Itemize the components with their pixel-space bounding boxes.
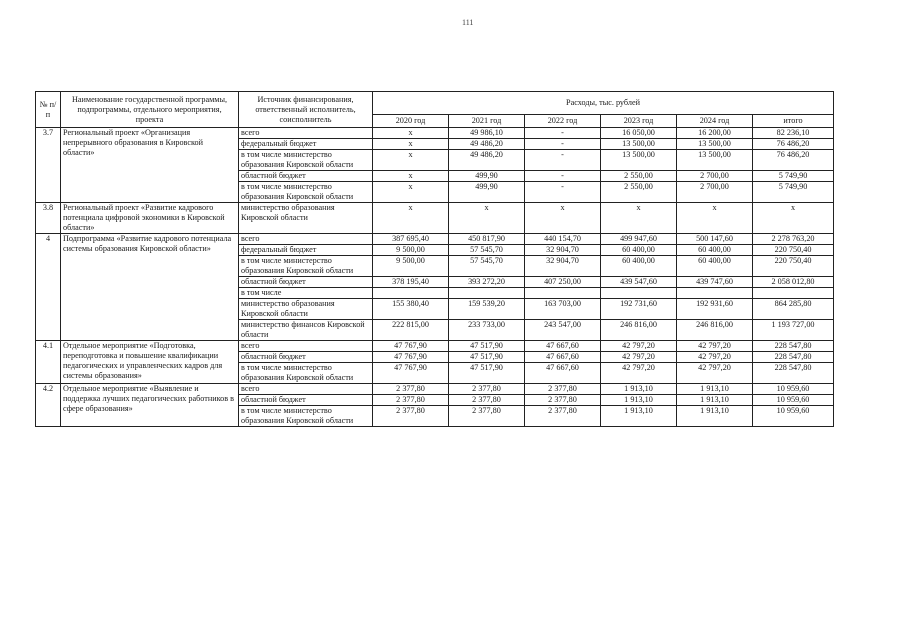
funding-source: областной бюджет: [239, 277, 373, 288]
year-value: 2 377,80: [449, 384, 525, 395]
year-value: 2 377,80: [373, 406, 449, 427]
funding-source: областной бюджет: [239, 352, 373, 363]
year-value: 16 200,00: [677, 128, 753, 139]
year-value: 49 486,20: [449, 150, 525, 171]
program-name: Подпрограмма «Развитие кадрового потенциала системы образования Кировской области»: [61, 234, 239, 341]
year-value: х: [373, 150, 449, 171]
table-row: [36, 128, 834, 139]
header-year: 2021 год: [449, 115, 525, 128]
year-value: 2 377,80: [449, 406, 525, 427]
year-value: 393 272,20: [449, 277, 525, 288]
row-number: 4.2: [36, 384, 61, 427]
year-value: 192 931,60: [677, 299, 753, 320]
year-value: 233 733,00: [449, 320, 525, 341]
year-value: 1 913,10: [677, 406, 753, 427]
year-value: 1 913,10: [601, 384, 677, 395]
year-value: 13 500,00: [677, 139, 753, 150]
year-value: х: [373, 182, 449, 203]
year-value: 2 700,00: [677, 171, 753, 182]
year-value: 2 377,80: [373, 384, 449, 395]
year-value: 450 817,90: [449, 234, 525, 245]
year-value: 60 400,00: [601, 256, 677, 277]
year-value: 47 517,90: [449, 341, 525, 352]
row-number: 4: [36, 234, 61, 341]
year-value: 2 700,00: [677, 182, 753, 203]
header-year: 2024 год: [677, 115, 753, 128]
year-value: 1 913,10: [601, 406, 677, 427]
total-value: 864 285,80: [753, 299, 834, 320]
total-value: 10 959,60: [753, 384, 834, 395]
year-value: [525, 288, 601, 299]
year-value: -: [525, 182, 601, 203]
total-value: 76 486,20: [753, 139, 834, 150]
year-value: х: [677, 203, 753, 234]
year-value: -: [525, 171, 601, 182]
year-value: 13 500,00: [601, 139, 677, 150]
year-value: 42 797,20: [601, 363, 677, 384]
year-value: 439 747,60: [677, 277, 753, 288]
funding-source: министерство образования Кировской области: [239, 299, 373, 320]
funding-source: в том числе министерство образования Кировской области: [239, 182, 373, 203]
year-value: 440 154,70: [525, 234, 601, 245]
year-value: х: [601, 203, 677, 234]
year-value: 2 550,00: [601, 171, 677, 182]
funding-source: в том числе министерство образования Кировской области: [239, 256, 373, 277]
funding-source: областной бюджет: [239, 171, 373, 182]
year-value: 2 377,80: [373, 395, 449, 406]
year-value: 9 500,00: [373, 245, 449, 256]
year-value: 42 797,20: [601, 352, 677, 363]
total-value: 10 959,60: [753, 395, 834, 406]
year-value: 387 695,40: [373, 234, 449, 245]
year-value: 49 486,20: [449, 139, 525, 150]
header-source: Источник финансирования, ответственный исполнитель, соисполнитель: [239, 92, 373, 128]
year-value: [601, 288, 677, 299]
year-value: 42 797,20: [601, 341, 677, 352]
year-value: 246 816,00: [677, 320, 753, 341]
year-value: 499 947,60: [601, 234, 677, 245]
year-value: 499,90: [449, 182, 525, 203]
year-value: 60 400,00: [601, 245, 677, 256]
funding-source: министерство образования Кировской области: [239, 203, 373, 234]
year-value: 16 050,00: [601, 128, 677, 139]
table-body: [36, 128, 834, 427]
year-value: 222 815,00: [373, 320, 449, 341]
header-total: итого: [753, 115, 834, 128]
year-value: 2 550,00: [601, 182, 677, 203]
table-row: [36, 234, 834, 245]
header-year: 2023 год: [601, 115, 677, 128]
year-value: х: [373, 139, 449, 150]
funding-source: в том числе министерство образования Кировской области: [239, 150, 373, 171]
year-value: 60 400,00: [677, 245, 753, 256]
total-value: 5 749,90: [753, 171, 834, 182]
year-value: 42 797,20: [677, 341, 753, 352]
total-value: 5 749,90: [753, 182, 834, 203]
year-value: 42 797,20: [677, 363, 753, 384]
total-value: 228 547,80: [753, 363, 834, 384]
program-name: Региональный проект «Организация непрерывного образования в Кировской области»: [61, 128, 239, 203]
year-value: -: [525, 128, 601, 139]
header-no: № п/п: [36, 92, 61, 128]
year-value: 57 545,70: [449, 256, 525, 277]
program-name: Отдельное мероприятие «Подготовка, переподготовка и повышение квалификации педагогических и управленческих кадров для системы образования»: [61, 341, 239, 384]
year-value: х: [525, 203, 601, 234]
year-value: 47 667,60: [525, 352, 601, 363]
year-value: 47 767,90: [373, 341, 449, 352]
row-number: 3.8: [36, 203, 61, 234]
page-number: 111: [462, 18, 474, 27]
total-value: 2 278 763,20: [753, 234, 834, 245]
header-name: Наименование государственной программы, подпрограммы, отдельного мероприятия, проекта: [61, 92, 239, 128]
total-value: х: [753, 203, 834, 234]
total-value: 220 750,40: [753, 245, 834, 256]
year-value: х: [449, 203, 525, 234]
year-value: 60 400,00: [677, 256, 753, 277]
year-value: -: [525, 150, 601, 171]
funding-source: министерство финансов Кировской области: [239, 320, 373, 341]
year-value: [449, 288, 525, 299]
year-value: 47 667,60: [525, 363, 601, 384]
funding-source: всего: [239, 384, 373, 395]
year-value: 13 500,00: [601, 150, 677, 171]
year-value: 407 250,00: [525, 277, 601, 288]
total-value: 76 486,20: [753, 150, 834, 171]
funding-source: всего: [239, 341, 373, 352]
year-value: х: [373, 128, 449, 139]
total-value: 82 236,10: [753, 128, 834, 139]
year-value: 49 986,10: [449, 128, 525, 139]
year-value: 1 913,10: [601, 395, 677, 406]
total-value: 2 058 012,80: [753, 277, 834, 288]
year-value: 57 545,70: [449, 245, 525, 256]
year-value: 42 797,20: [677, 352, 753, 363]
year-value: 2 377,80: [525, 406, 601, 427]
year-value: 159 539,20: [449, 299, 525, 320]
funding-source: федеральный бюджет: [239, 139, 373, 150]
funding-source: областной бюджет: [239, 395, 373, 406]
year-value: х: [373, 171, 449, 182]
year-value: 47 517,90: [449, 363, 525, 384]
table-row: [36, 341, 834, 352]
year-value: 32 904,70: [525, 256, 601, 277]
year-value: 2 377,80: [525, 384, 601, 395]
year-value: 9 500,00: [373, 256, 449, 277]
year-value: 1 913,10: [677, 384, 753, 395]
funding-source: всего: [239, 234, 373, 245]
year-value: 47 767,90: [373, 363, 449, 384]
total-value: 220 750,40: [753, 256, 834, 277]
table-row: [36, 203, 834, 234]
expenses-table: [35, 91, 834, 427]
year-value: 243 547,00: [525, 320, 601, 341]
funding-source: в том числе министерство образования Кировской области: [239, 406, 373, 427]
program-name: Отдельное мероприятие «Выявление и поддержка лучших педагогических работников в сфере образования»: [61, 384, 239, 427]
funding-source: в том числе: [239, 288, 373, 299]
year-value: 163 703,00: [525, 299, 601, 320]
header-expenses: Расходы, тыс. рублей: [373, 92, 834, 115]
total-value: 1 193 727,00: [753, 320, 834, 341]
year-value: 47 517,90: [449, 352, 525, 363]
year-value: 32 904,70: [525, 245, 601, 256]
funding-source: федеральный бюджет: [239, 245, 373, 256]
total-value: 228 547,80: [753, 341, 834, 352]
program-name: Региональный проект «Развитие кадрового потенциала цифровой экономики в Кировской области»: [61, 203, 239, 234]
year-value: 47 767,90: [373, 352, 449, 363]
year-value: 47 667,60: [525, 341, 601, 352]
year-value: 378 195,40: [373, 277, 449, 288]
year-value: х: [373, 203, 449, 234]
year-value: 13 500,00: [677, 150, 753, 171]
year-value: 1 913,10: [677, 395, 753, 406]
year-value: 155 380,40: [373, 299, 449, 320]
year-value: 500 147,60: [677, 234, 753, 245]
year-value: [373, 288, 449, 299]
total-value: 228 547,80: [753, 352, 834, 363]
year-value: 246 816,00: [601, 320, 677, 341]
row-number: 4.1: [36, 341, 61, 384]
year-value: [677, 288, 753, 299]
year-value: 2 377,80: [525, 395, 601, 406]
header-year: 2020 год: [373, 115, 449, 128]
year-value: 499,90: [449, 171, 525, 182]
header-year: 2022 год: [525, 115, 601, 128]
total-value: [753, 288, 834, 299]
year-value: 439 547,60: [601, 277, 677, 288]
total-value: 10 959,60: [753, 406, 834, 427]
table-row: [36, 384, 834, 395]
year-value: -: [525, 139, 601, 150]
funding-source: всего: [239, 128, 373, 139]
row-number: 3.7: [36, 128, 61, 203]
funding-source: в том числе министерство образования Кировской области: [239, 363, 373, 384]
year-value: 2 377,80: [449, 395, 525, 406]
year-value: 192 731,60: [601, 299, 677, 320]
